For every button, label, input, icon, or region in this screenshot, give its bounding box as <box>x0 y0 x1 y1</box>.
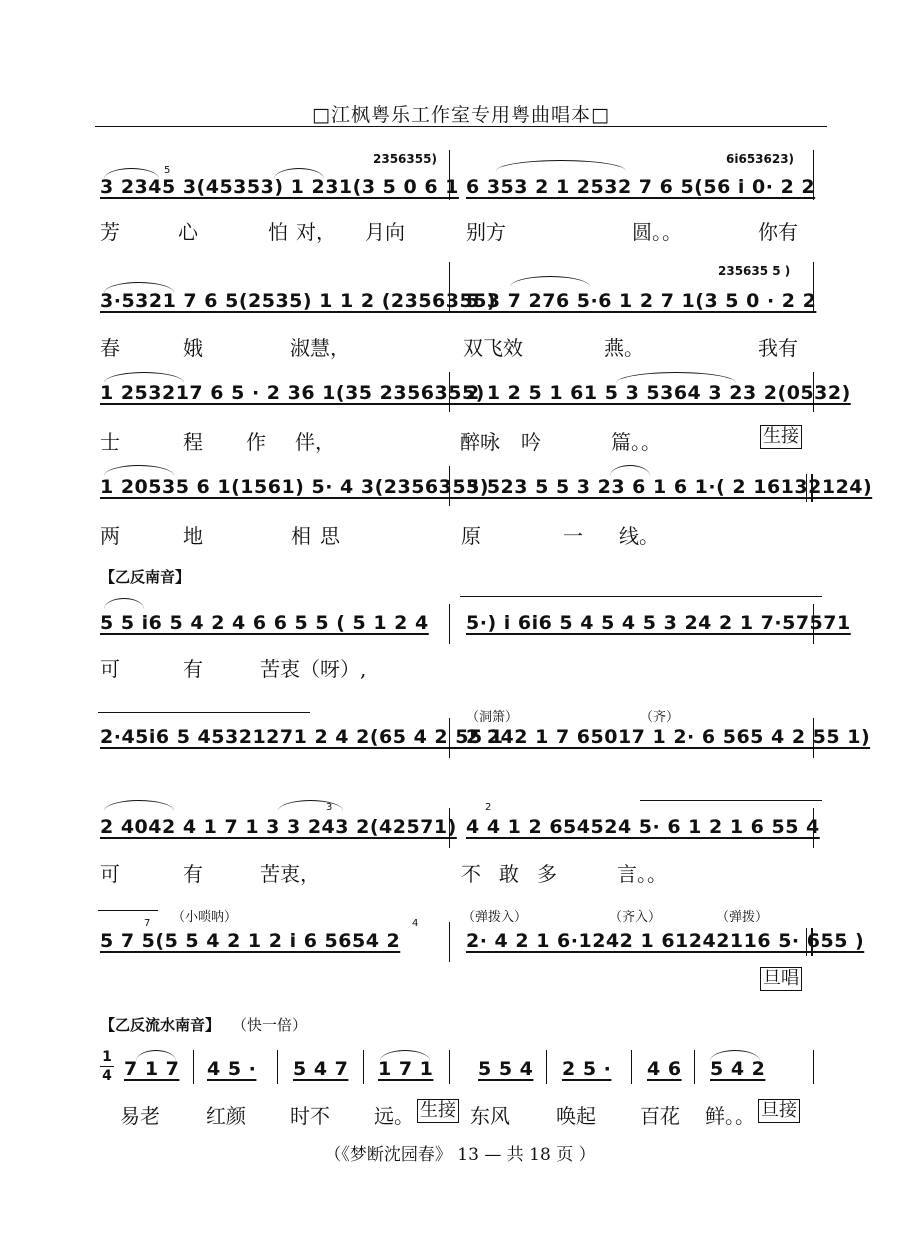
lyric: 醉咏 <box>460 430 500 454</box>
lyric: 东风 <box>470 1104 510 1128</box>
lyric: 别方 <box>466 220 506 244</box>
measure: 4 6 <box>647 1058 682 1080</box>
lyric: 双飞效 <box>463 336 523 360</box>
lyric: 伴， <box>295 430 335 454</box>
barline <box>813 604 814 644</box>
barline <box>449 262 450 312</box>
slur <box>610 465 650 476</box>
barline <box>449 1050 450 1084</box>
lyric: 我有 <box>758 336 798 360</box>
measure: 2 5 · <box>562 1058 612 1080</box>
lyric: 程 <box>183 430 203 454</box>
lyric: 淑慧， <box>290 336 350 360</box>
barline <box>813 150 814 200</box>
slur <box>104 465 174 476</box>
barline <box>813 372 814 412</box>
lyric: 一 <box>563 524 583 548</box>
annotation: （洞箫） <box>466 710 519 725</box>
lyric: 月向 <box>365 220 405 244</box>
barline <box>449 466 450 506</box>
grace-note: 2 <box>485 802 492 813</box>
cue-box-dan-jie: 旦接 <box>758 1099 800 1123</box>
lyric: 可 <box>100 657 120 681</box>
slur <box>496 160 626 171</box>
barline <box>449 372 450 412</box>
slur <box>510 276 590 287</box>
barline <box>694 1050 695 1084</box>
grace-note: 7 <box>144 918 151 929</box>
notation-line: 3 523 5 5 3 23 6 1 6 1·( 2 16132124) <box>466 476 873 498</box>
double-barline <box>806 928 813 956</box>
lyric: 苦衷， <box>260 862 320 886</box>
grace-note: 3 <box>326 802 333 813</box>
lyric: 燕。 <box>604 336 644 360</box>
lyric: 你有 <box>758 220 798 244</box>
lyric: 士 <box>100 430 120 454</box>
lyric: 言。。 <box>617 862 667 886</box>
annotation: （齐） <box>640 710 680 725</box>
annotation: （弹拨） <box>716 910 769 925</box>
notation-line: 1 253217 6 5 · 2 36 1(35 2356355) <box>100 382 485 404</box>
lyric: 唤起 <box>556 1104 596 1128</box>
barline <box>813 262 814 312</box>
lyric: 可 <box>100 862 120 886</box>
notation-line: 5 3 7 276 5·6 1 2 7 1(3 5 0 · 2 2 <box>466 290 817 312</box>
section-heading: 【乙反流水南音】 <box>100 1016 221 1034</box>
section-heading: 【乙反南音】 <box>100 568 191 586</box>
notation-line: 4 4 1 2 654524 5· 6 1 2 1 6 55 4 <box>466 816 820 838</box>
lyric: 敢 <box>499 862 519 886</box>
measure: 5 4 2 <box>710 1058 766 1080</box>
slur <box>278 800 343 811</box>
notation-line: 2 1 2 5 1 61 5 3 5364 3 23 2(0532) <box>466 382 851 404</box>
annotation: （齐入） <box>609 910 662 925</box>
annotation: （弹拨入） <box>462 910 528 925</box>
lyric: 有 <box>183 657 203 681</box>
measure: 5 5 4 <box>478 1058 534 1080</box>
tempo-note: （快一倍） <box>232 1016 308 1034</box>
measure: 4 5 · <box>207 1058 257 1080</box>
barline <box>193 1050 194 1084</box>
lyric: 不 <box>461 862 481 886</box>
measure: 5 4 7 <box>293 1058 349 1080</box>
small-notes-right: 235635 5 ) <box>718 264 791 278</box>
notation-line: 3·5321 7 6 5(2535) 1 1 2 (2356355) <box>100 290 497 312</box>
lyric: 对， <box>296 220 336 244</box>
lyric: 百花 <box>640 1104 680 1128</box>
slur <box>460 596 822 597</box>
grace-note: 4 <box>412 918 419 929</box>
barline <box>546 1050 547 1084</box>
annotation: （小唢呐） <box>172 910 238 925</box>
measure: 7 1 7 <box>124 1058 180 1080</box>
notation-line: 1 20535 6 1(1561) 5· 4 3(2356355) <box>100 476 489 498</box>
lyric: 原 <box>461 524 481 548</box>
barline <box>277 1050 278 1084</box>
notation-line: 6 353 2 1 2532 7 6 5(56 i 0· 2 2 <box>466 176 816 198</box>
lyric: 苦衷（呀）, <box>260 657 367 681</box>
slur <box>640 800 822 801</box>
barline <box>631 1050 632 1084</box>
lyric: 相 <box>291 524 311 548</box>
slur <box>98 712 310 713</box>
notation-line: 3 2345 3(45353) 1 231(3 5 0 6 1 <box>100 176 459 198</box>
lyric: 红颜 <box>206 1104 246 1128</box>
slur <box>98 910 158 911</box>
grace-note: 5 <box>164 165 171 176</box>
time-signature-rule <box>100 1066 114 1067</box>
notation-line: 2 4042 4 1 7 1 3 3 243 2(42571) <box>100 816 457 838</box>
lyric: 怕 <box>268 220 288 244</box>
lyric: 有 <box>183 862 203 886</box>
page-header: □江枫粤乐工作室专用粤曲唱本□ <box>312 104 610 126</box>
cue-box-dan-chang: 旦唱 <box>760 967 802 991</box>
page-footer: （《梦断沈园春》 13 — 共 18 页 ） <box>324 1145 596 1165</box>
notation-line: 5 7 5(5 5 4 2 1 2 i 6 5654 2 <box>100 930 401 952</box>
barline <box>363 1050 364 1084</box>
notation-line: 5·) i 6i6 5 4 5 4 5 3 24 2 1 7·57571 <box>466 612 851 634</box>
lyric: 两 <box>100 524 120 548</box>
lyric: 线。 <box>619 524 659 548</box>
cue-box-sheng-jie: 生接 <box>417 1099 459 1123</box>
slur <box>104 598 144 609</box>
lyric: 易老 <box>120 1104 160 1128</box>
lyric: 春 <box>100 336 120 360</box>
lyric: 远。 <box>374 1104 414 1128</box>
barline <box>813 718 814 758</box>
barline <box>449 604 450 644</box>
lyric: 芳 <box>100 220 120 244</box>
small-notes-left: 2356355) <box>373 152 437 166</box>
barline <box>813 808 814 848</box>
lyric: 篇。。 <box>611 430 661 454</box>
notation-line: 5 5 i6 5 4 2 4 6 6 5 5 ( 5 1 2 4 <box>100 612 429 634</box>
notation-line: 2·45i6 5 45321271 2 4 2(65 4 2 55 1 <box>100 726 504 748</box>
slur <box>104 800 174 811</box>
lyric: 时不 <box>290 1104 330 1128</box>
lyric: 多 <box>537 862 557 886</box>
barline <box>449 922 450 962</box>
lyric: 作 <box>246 430 266 454</box>
notation-line: 2 242 1 7 65017 1 2· 6 565 4 2 55 1) <box>466 726 871 748</box>
double-barline <box>806 474 813 502</box>
small-notes-right: 6i653623) <box>726 152 795 166</box>
lyric: 思 <box>320 524 340 548</box>
cue-box-sheng-jie: 生接 <box>760 425 802 449</box>
barline <box>449 718 450 758</box>
barline <box>449 808 450 848</box>
lyric: 心 <box>178 220 198 244</box>
time-signature-top: 1 <box>102 1049 112 1065</box>
lyric: 鲜。。 <box>705 1104 755 1128</box>
time-signature-bottom: 4 <box>102 1068 112 1084</box>
lyric: 圆。。 <box>632 220 682 244</box>
notation-line: 2· 4 2 1 6·1242 1 61242116 5· 655 ) <box>466 930 865 952</box>
barline <box>813 1050 814 1084</box>
header-rule <box>95 126 827 127</box>
lyric: 娥 <box>183 336 203 360</box>
barline <box>449 150 450 200</box>
lyric: 地 <box>183 524 203 548</box>
measure: 1 7 1 <box>378 1058 434 1080</box>
lyric: 吟 <box>521 430 541 454</box>
